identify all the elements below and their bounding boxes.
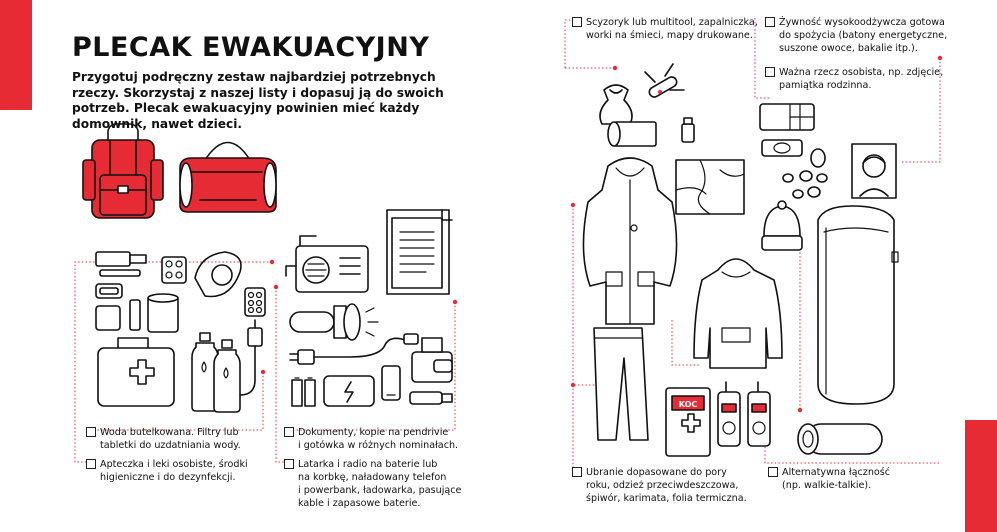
duffel-bag-icon <box>180 143 276 213</box>
checklist-item-flashlight-radio[interactable]: Latarka i radio na baterie lub na korbkę, naładowany telefon i powerbank, ładowarka, pasujące kable i zapasowe baterie. <box>284 458 474 510</box>
wallet-icon <box>412 338 452 382</box>
walkie-talkie-icon <box>718 382 770 446</box>
pants-icon <box>594 328 648 440</box>
rain-jacket-icon <box>583 158 676 324</box>
flashlight-icon <box>290 304 378 340</box>
checklist-item-personal-item[interactable]: Ważna rzecz osobista, np. zdjęcie, pamiątka rodzinna. <box>765 66 955 92</box>
checkbox[interactable] <box>572 17 582 27</box>
water-filter-icon <box>240 320 262 395</box>
checklist-item-multitool[interactable]: Scyzoryk lub multitool, zapalniczka, worki na śmieci, mapy drukowane. <box>572 16 762 42</box>
family-photo-icon <box>852 144 896 198</box>
beanie-icon <box>762 201 802 250</box>
checklist-item-food[interactable]: Żywność wysokoodżywcza gotowa do spożycia (batony energetyczne, suszone owoce, bakalie itp.). <box>765 16 955 55</box>
phone-icon <box>382 366 400 400</box>
checkbox[interactable] <box>284 459 294 469</box>
multitool-icon <box>645 64 684 99</box>
energy-bar-icon <box>760 104 814 130</box>
snack-bar-icon <box>762 140 802 156</box>
checkbox[interactable] <box>284 427 294 437</box>
batteries-icon <box>292 378 315 406</box>
lighter-icon <box>682 118 694 142</box>
water-bottles-icon <box>192 333 240 412</box>
sleeping-mat-icon <box>798 424 882 454</box>
map-icon <box>676 160 744 214</box>
checklist-item-water[interactable]: Woda butelkowana. Filtry lub tabletki do uzdatniania wody. <box>86 426 266 452</box>
radio-icon <box>286 236 368 292</box>
documents-icon <box>387 210 452 294</box>
hoodie-icon <box>694 259 782 368</box>
checkbox[interactable] <box>572 467 582 477</box>
checklist-item-clothing[interactable]: Ubranie dopasowane do pory roku, odzież przeciwdeszczowa, śpiwór, karimata, folia termiczna. <box>572 466 762 505</box>
pendrive-icon <box>410 392 452 404</box>
checkbox[interactable] <box>765 17 775 27</box>
trash-bag-icon <box>600 85 632 124</box>
checklist-item-documents[interactable]: Dokumenty, kopie na pendrivie i gotówka w różnych nominałach. <box>284 426 474 452</box>
powerbank-icon <box>324 376 374 406</box>
checkbox[interactable] <box>765 67 775 77</box>
first-aid-kit-icon <box>98 338 174 406</box>
checkbox[interactable] <box>86 427 96 437</box>
sleeping-bag-icon <box>818 206 898 404</box>
checkbox[interactable] <box>768 467 778 477</box>
intro-text: Przygotuj podręczny zestaw najbardziej potrzebnych rzeczy. Skorzystaj z naszej listy i dopasuj ją do swoich potrzeb. Plecak ewakuacyjny powinien mieć każdy domownik, nawet dzieci. <box>72 70 444 131</box>
checklist-item-communication[interactable]: Alternatywna łączność (np. walkie-talkie). <box>768 466 938 492</box>
koc-label: KOC <box>678 400 698 409</box>
page-title: PLECAK EWAKUACYJNY <box>72 32 430 63</box>
thermal-blanket-icon <box>666 388 710 456</box>
checkbox[interactable] <box>86 459 96 469</box>
foil-roll-icon <box>608 122 656 146</box>
checklist-item-first-aid[interactable]: Apteczka i leki osobiste, środki higieniczne i do dezynfekcji. <box>86 458 266 484</box>
hygiene-items-icon <box>96 252 265 332</box>
backpack-icon <box>83 124 163 218</box>
